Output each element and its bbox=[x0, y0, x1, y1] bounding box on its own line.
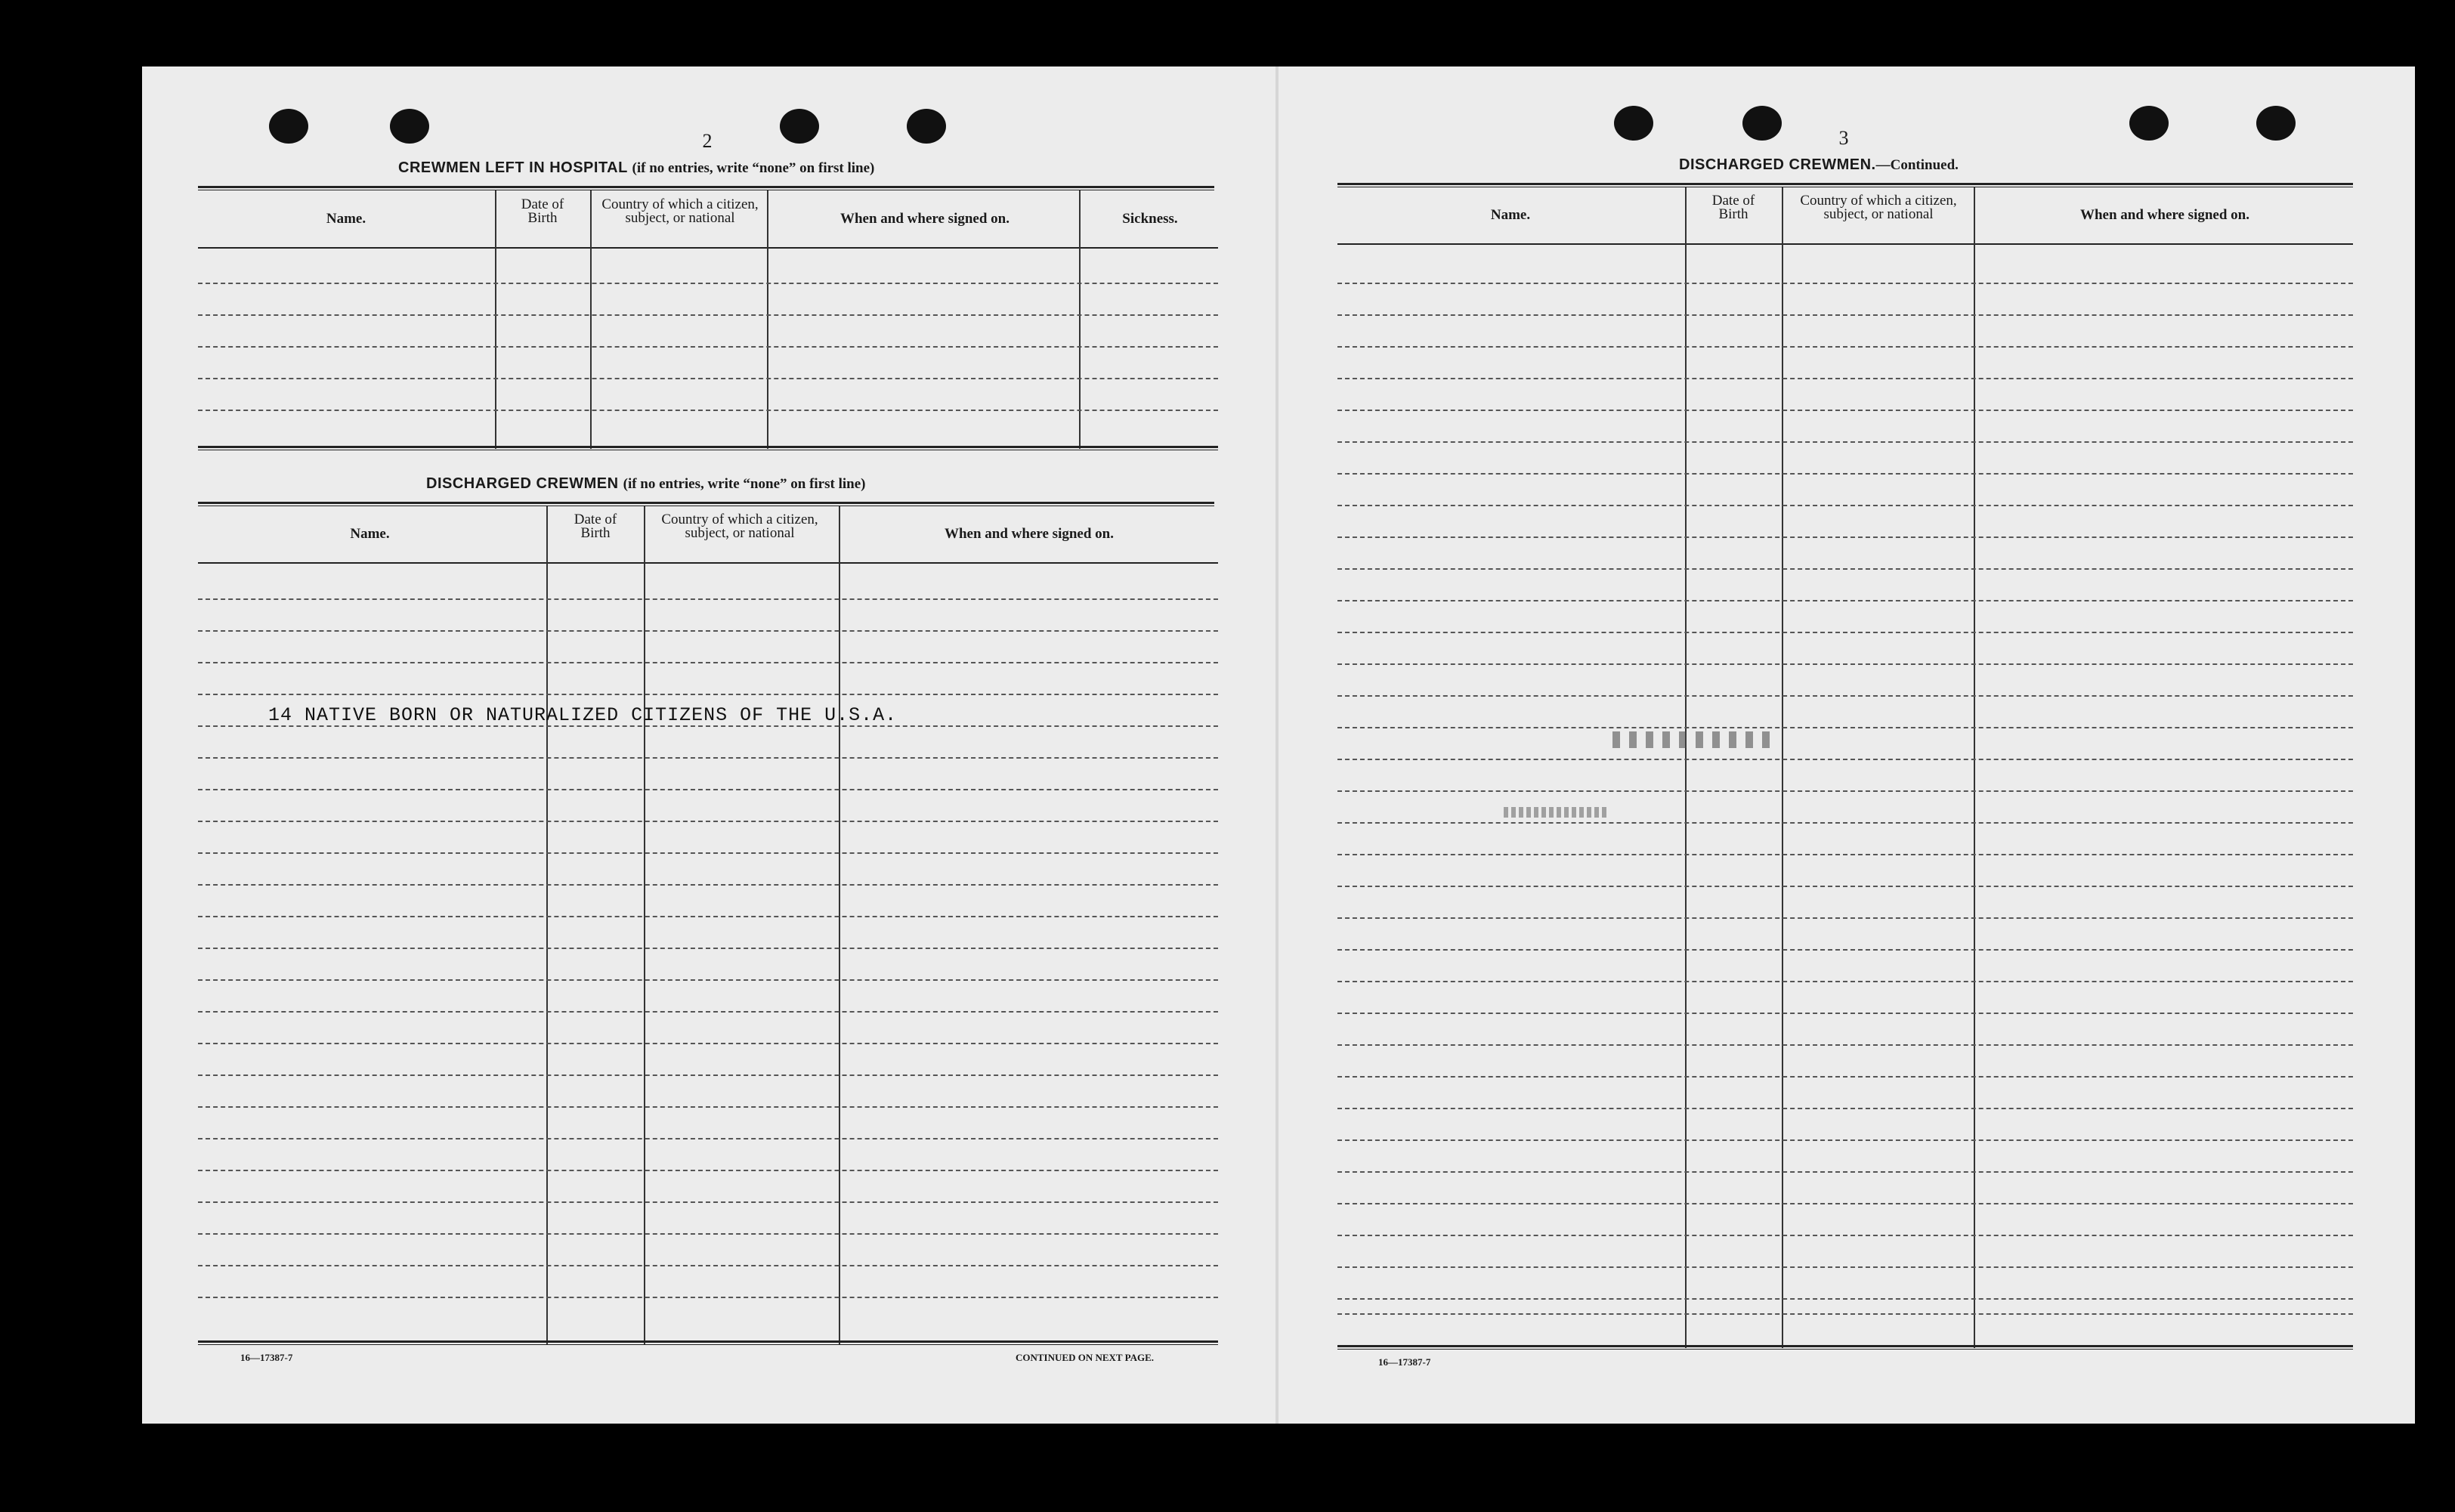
punch-hole bbox=[2129, 106, 2169, 141]
right-divider bbox=[1685, 187, 1687, 1348]
entry-line bbox=[1337, 1108, 2353, 1109]
entry-line bbox=[1337, 917, 2353, 919]
entry-line bbox=[198, 852, 1218, 854]
form-number-left: 16—17387-7 bbox=[240, 1352, 293, 1363]
entry-line bbox=[198, 1138, 1218, 1139]
discharged-col-dob: Date of Birth bbox=[574, 512, 617, 541]
hospital-col-country: Country of which a citizen, subject, or national bbox=[601, 196, 759, 226]
right-page bbox=[1277, 66, 2415, 1424]
right-top-rule bbox=[1337, 183, 2353, 187]
hospital-col-signed: When and where signed on. bbox=[839, 211, 1010, 227]
entry-line bbox=[198, 694, 1218, 695]
discharged-col-signed: When and where signed on. bbox=[944, 526, 1114, 542]
entry-line bbox=[198, 821, 1218, 822]
typed-entry: 14 NATIVE BORN OR NATURALIZED CITIZENS OF THE U.S.A. bbox=[268, 704, 898, 726]
entry-line bbox=[1337, 314, 2353, 316]
entry-line bbox=[1337, 822, 2353, 824]
discharged-divider bbox=[644, 506, 645, 1345]
entry-line bbox=[198, 979, 1218, 981]
entry-line bbox=[1337, 1298, 2353, 1300]
entry-line bbox=[1337, 1313, 2353, 1315]
entry-line bbox=[198, 916, 1218, 917]
hospital-top-rule bbox=[198, 186, 1214, 190]
right-col-country: Country of which a citizen, subject, or national bbox=[1800, 193, 1957, 222]
entry-line bbox=[1337, 727, 2353, 728]
entry-line bbox=[1337, 854, 2353, 855]
right-bottom-rule bbox=[1337, 1345, 2353, 1350]
entry-line bbox=[1337, 1139, 2353, 1141]
punch-hole bbox=[1614, 106, 1653, 141]
entry-line bbox=[1337, 600, 2353, 601]
entry-line bbox=[198, 948, 1218, 949]
right-section-title bbox=[1679, 156, 1959, 174]
entry-line bbox=[198, 757, 1218, 759]
entry-line bbox=[1337, 1235, 2353, 1236]
entry-line bbox=[1337, 473, 2353, 475]
entry-line bbox=[1337, 695, 2353, 697]
entry-line bbox=[198, 410, 1218, 411]
right-divider bbox=[1974, 187, 1975, 1348]
entry-line bbox=[1337, 632, 2353, 633]
punch-hole bbox=[2256, 106, 2296, 141]
entry-line bbox=[198, 1233, 1218, 1235]
right-col-name: Name. bbox=[1490, 207, 1531, 223]
discharged-instruction: (if no entries, write “none” on first line) bbox=[623, 476, 866, 492]
entry-line bbox=[198, 1170, 1218, 1171]
entry-line bbox=[198, 1043, 1218, 1044]
discharged-top-rule bbox=[198, 502, 1214, 506]
entry-line bbox=[198, 1201, 1218, 1203]
entry-line bbox=[1337, 1203, 2353, 1204]
entry-line bbox=[1337, 568, 2353, 570]
stamp-smudge bbox=[1612, 731, 1779, 748]
entry-line bbox=[1337, 1013, 2353, 1014]
discharged-section-title bbox=[426, 475, 865, 493]
hospital-header-rule bbox=[198, 247, 1218, 249]
entry-line bbox=[1337, 949, 2353, 951]
entry-line bbox=[1337, 410, 2353, 411]
hospital-col-sickness: Sickness. bbox=[1122, 211, 1178, 227]
punch-hole bbox=[1742, 106, 1782, 141]
right-col-signed: When and where signed on. bbox=[2079, 207, 2249, 223]
entry-line bbox=[198, 884, 1218, 886]
punch-hole bbox=[907, 109, 946, 144]
entry-line bbox=[1337, 759, 2353, 760]
form-number-right: 16—17387-7 bbox=[1378, 1356, 1431, 1368]
right-title-suffix: —Continued. bbox=[1875, 157, 1959, 173]
left-page bbox=[142, 66, 1277, 1424]
punch-hole bbox=[780, 109, 819, 144]
entry-line bbox=[1337, 1171, 2353, 1173]
entry-line bbox=[198, 314, 1218, 316]
hospital-title-text: CREWMEN LEFT IN HOSPITAL bbox=[398, 159, 628, 176]
hospital-col-dob: Date of Birth bbox=[521, 196, 564, 226]
entry-line bbox=[198, 598, 1218, 600]
right-header-rule bbox=[1337, 243, 2353, 245]
punch-hole bbox=[390, 109, 429, 144]
entry-line bbox=[1337, 1266, 2353, 1268]
entry-line bbox=[1337, 663, 2353, 665]
entry-line bbox=[198, 1265, 1218, 1266]
entry-line bbox=[1337, 536, 2353, 538]
discharged-divider bbox=[839, 506, 840, 1345]
page-fold bbox=[1275, 66, 1279, 1424]
stamp-smudge bbox=[1504, 807, 1609, 818]
page-number-right: 3 bbox=[1838, 127, 1849, 149]
entry-line bbox=[1337, 981, 2353, 982]
entry-line bbox=[1337, 886, 2353, 887]
entry-line bbox=[198, 1297, 1218, 1298]
entry-line bbox=[198, 346, 1218, 348]
entry-line bbox=[198, 1011, 1218, 1013]
hospital-instruction: (if no entries, write “none” on first line) bbox=[632, 160, 875, 176]
entry-line bbox=[1337, 378, 2353, 379]
punch-hole bbox=[269, 109, 308, 144]
entry-line bbox=[1337, 346, 2353, 348]
discharged-title-text: DISCHARGED CREWMEN bbox=[426, 475, 619, 492]
discharged-bottom-rule bbox=[198, 1340, 1218, 1345]
entry-line bbox=[1337, 790, 2353, 792]
right-divider bbox=[1782, 187, 1783, 1348]
continued-note: CONTINUED ON NEXT PAGE. bbox=[1016, 1352, 1154, 1363]
entry-line bbox=[1337, 441, 2353, 443]
discharged-header-rule bbox=[198, 562, 1218, 564]
entry-line bbox=[1337, 1076, 2353, 1078]
entry-line bbox=[198, 1106, 1218, 1108]
right-col-dob: Date of Birth bbox=[1711, 193, 1755, 222]
discharged-divider bbox=[546, 506, 548, 1345]
entry-line bbox=[198, 1074, 1218, 1076]
discharged-col-name: Name. bbox=[350, 526, 390, 542]
entry-line bbox=[198, 378, 1218, 379]
entry-line bbox=[1337, 283, 2353, 284]
entry-line bbox=[198, 283, 1218, 284]
right-title-text: DISCHARGED CREWMEN. bbox=[1679, 156, 1876, 173]
entry-line bbox=[1337, 505, 2353, 506]
entry-line bbox=[198, 789, 1218, 790]
hospital-bottom-rule bbox=[198, 446, 1218, 450]
entry-line bbox=[198, 630, 1218, 632]
discharged-col-country: Country of which a citizen, subject, or national bbox=[661, 512, 818, 541]
hospital-col-name: Name. bbox=[326, 211, 366, 227]
hospital-section-title bbox=[398, 159, 874, 177]
entry-line bbox=[198, 662, 1218, 663]
page-number-left: 2 bbox=[702, 130, 713, 152]
entry-line bbox=[1337, 1044, 2353, 1046]
